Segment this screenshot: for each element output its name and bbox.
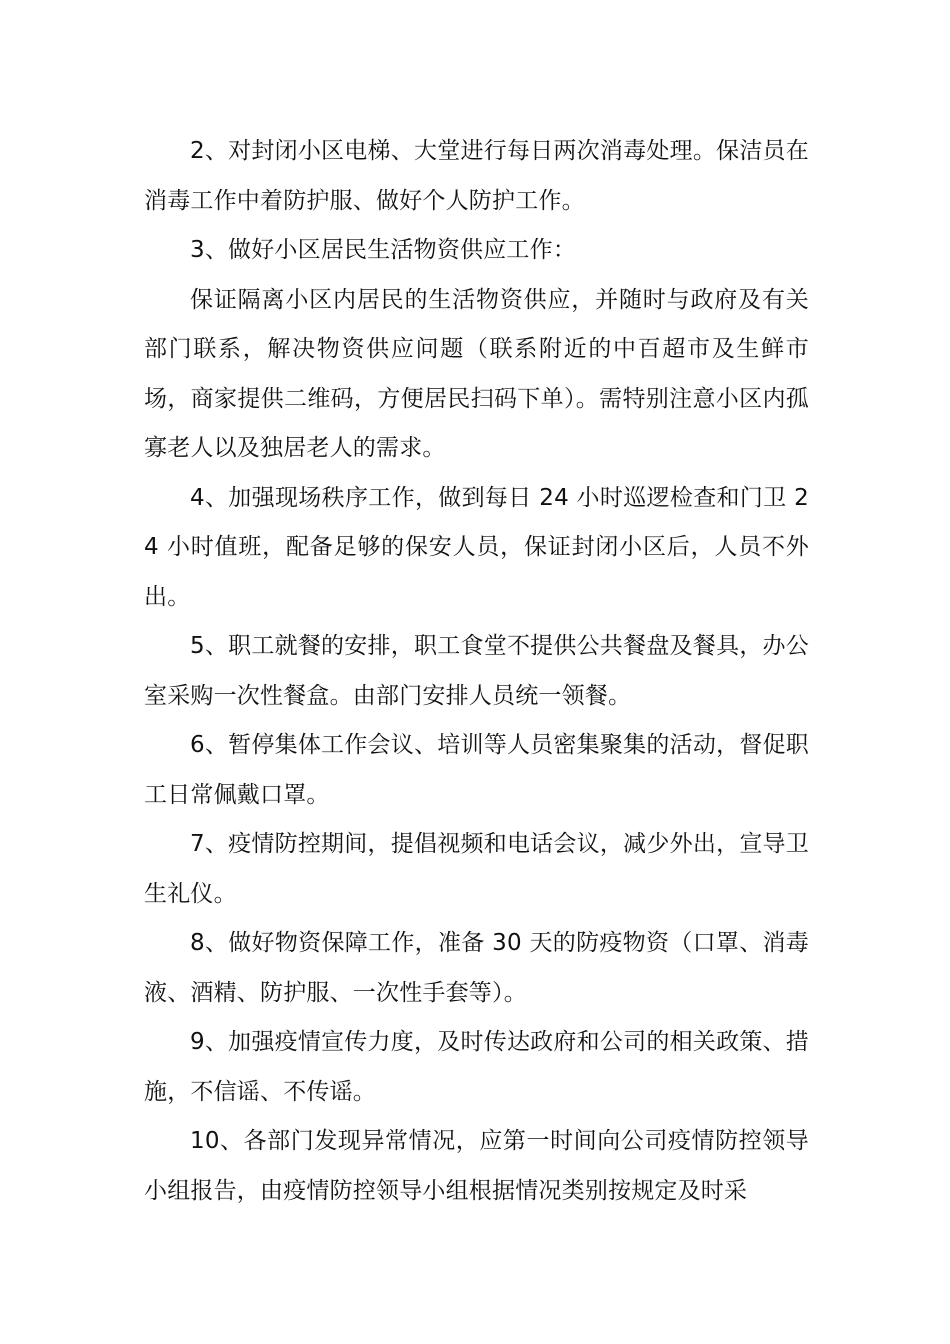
paragraph-material-reserve: 8、做好物资保障工作，准备 30 天的防疫物资（口罩、消毒液、酒精、防护服、一次性手套等）。	[144, 930, 809, 1006]
paragraph-publicity: 9、加强疫情宣传力度，及时传达政府和公司的相关政策、措施，不信谣、不传谣。	[144, 1029, 809, 1105]
paragraph-site-order: 4、加强现场秩序工作，做到每日 24 小时巡逻检查和门卫 24 小时值班，配备足够的保安人员，保证封闭小区后，人员不外出。	[144, 484, 809, 610]
document-body	[144, 127, 809, 1216]
paragraph-suspend-meetings: 6、暂停集体工作会议、培训等人员密集聚集的活动，督促职工日常佩戴口罩。	[144, 732, 809, 808]
paragraph-staff-dining: 5、职工就餐的安排，职工食堂不提供公共餐盘及餐具，办公室采购一次性餐盒。由部门安排人员统一领餐。	[144, 633, 809, 709]
paragraph-disinfection: 2、对封闭小区电梯、大堂进行每日两次消毒处理。保洁员在消毒工作中着防护服、做好个人防护工作。	[144, 138, 809, 214]
paragraph-supplies-detail: 保证隔离小区内居民的生活物资供应，并随时与政府及有关部门联系，解决物资供应问题（联系附近的中百超市及生鲜市场，商家提供二维码，方便居民扫码下单）。需特别注意小区内孤寡老人以及独居老人的需求。	[144, 286, 809, 461]
paragraph-supplies-heading: 3、做好小区居民生活物资供应工作：	[190, 237, 577, 263]
paragraph-video-meetings: 7、疫情防控期间，提倡视频和电话会议，减少外出，宣导卫生礼仪。	[144, 831, 809, 907]
paragraph-reporting: 10、各部门发现异常情况，应第一时间向公司疫情防控领导小组报告，由疫情防控领导小组根据情况类别按规定及时采	[144, 1128, 809, 1204]
